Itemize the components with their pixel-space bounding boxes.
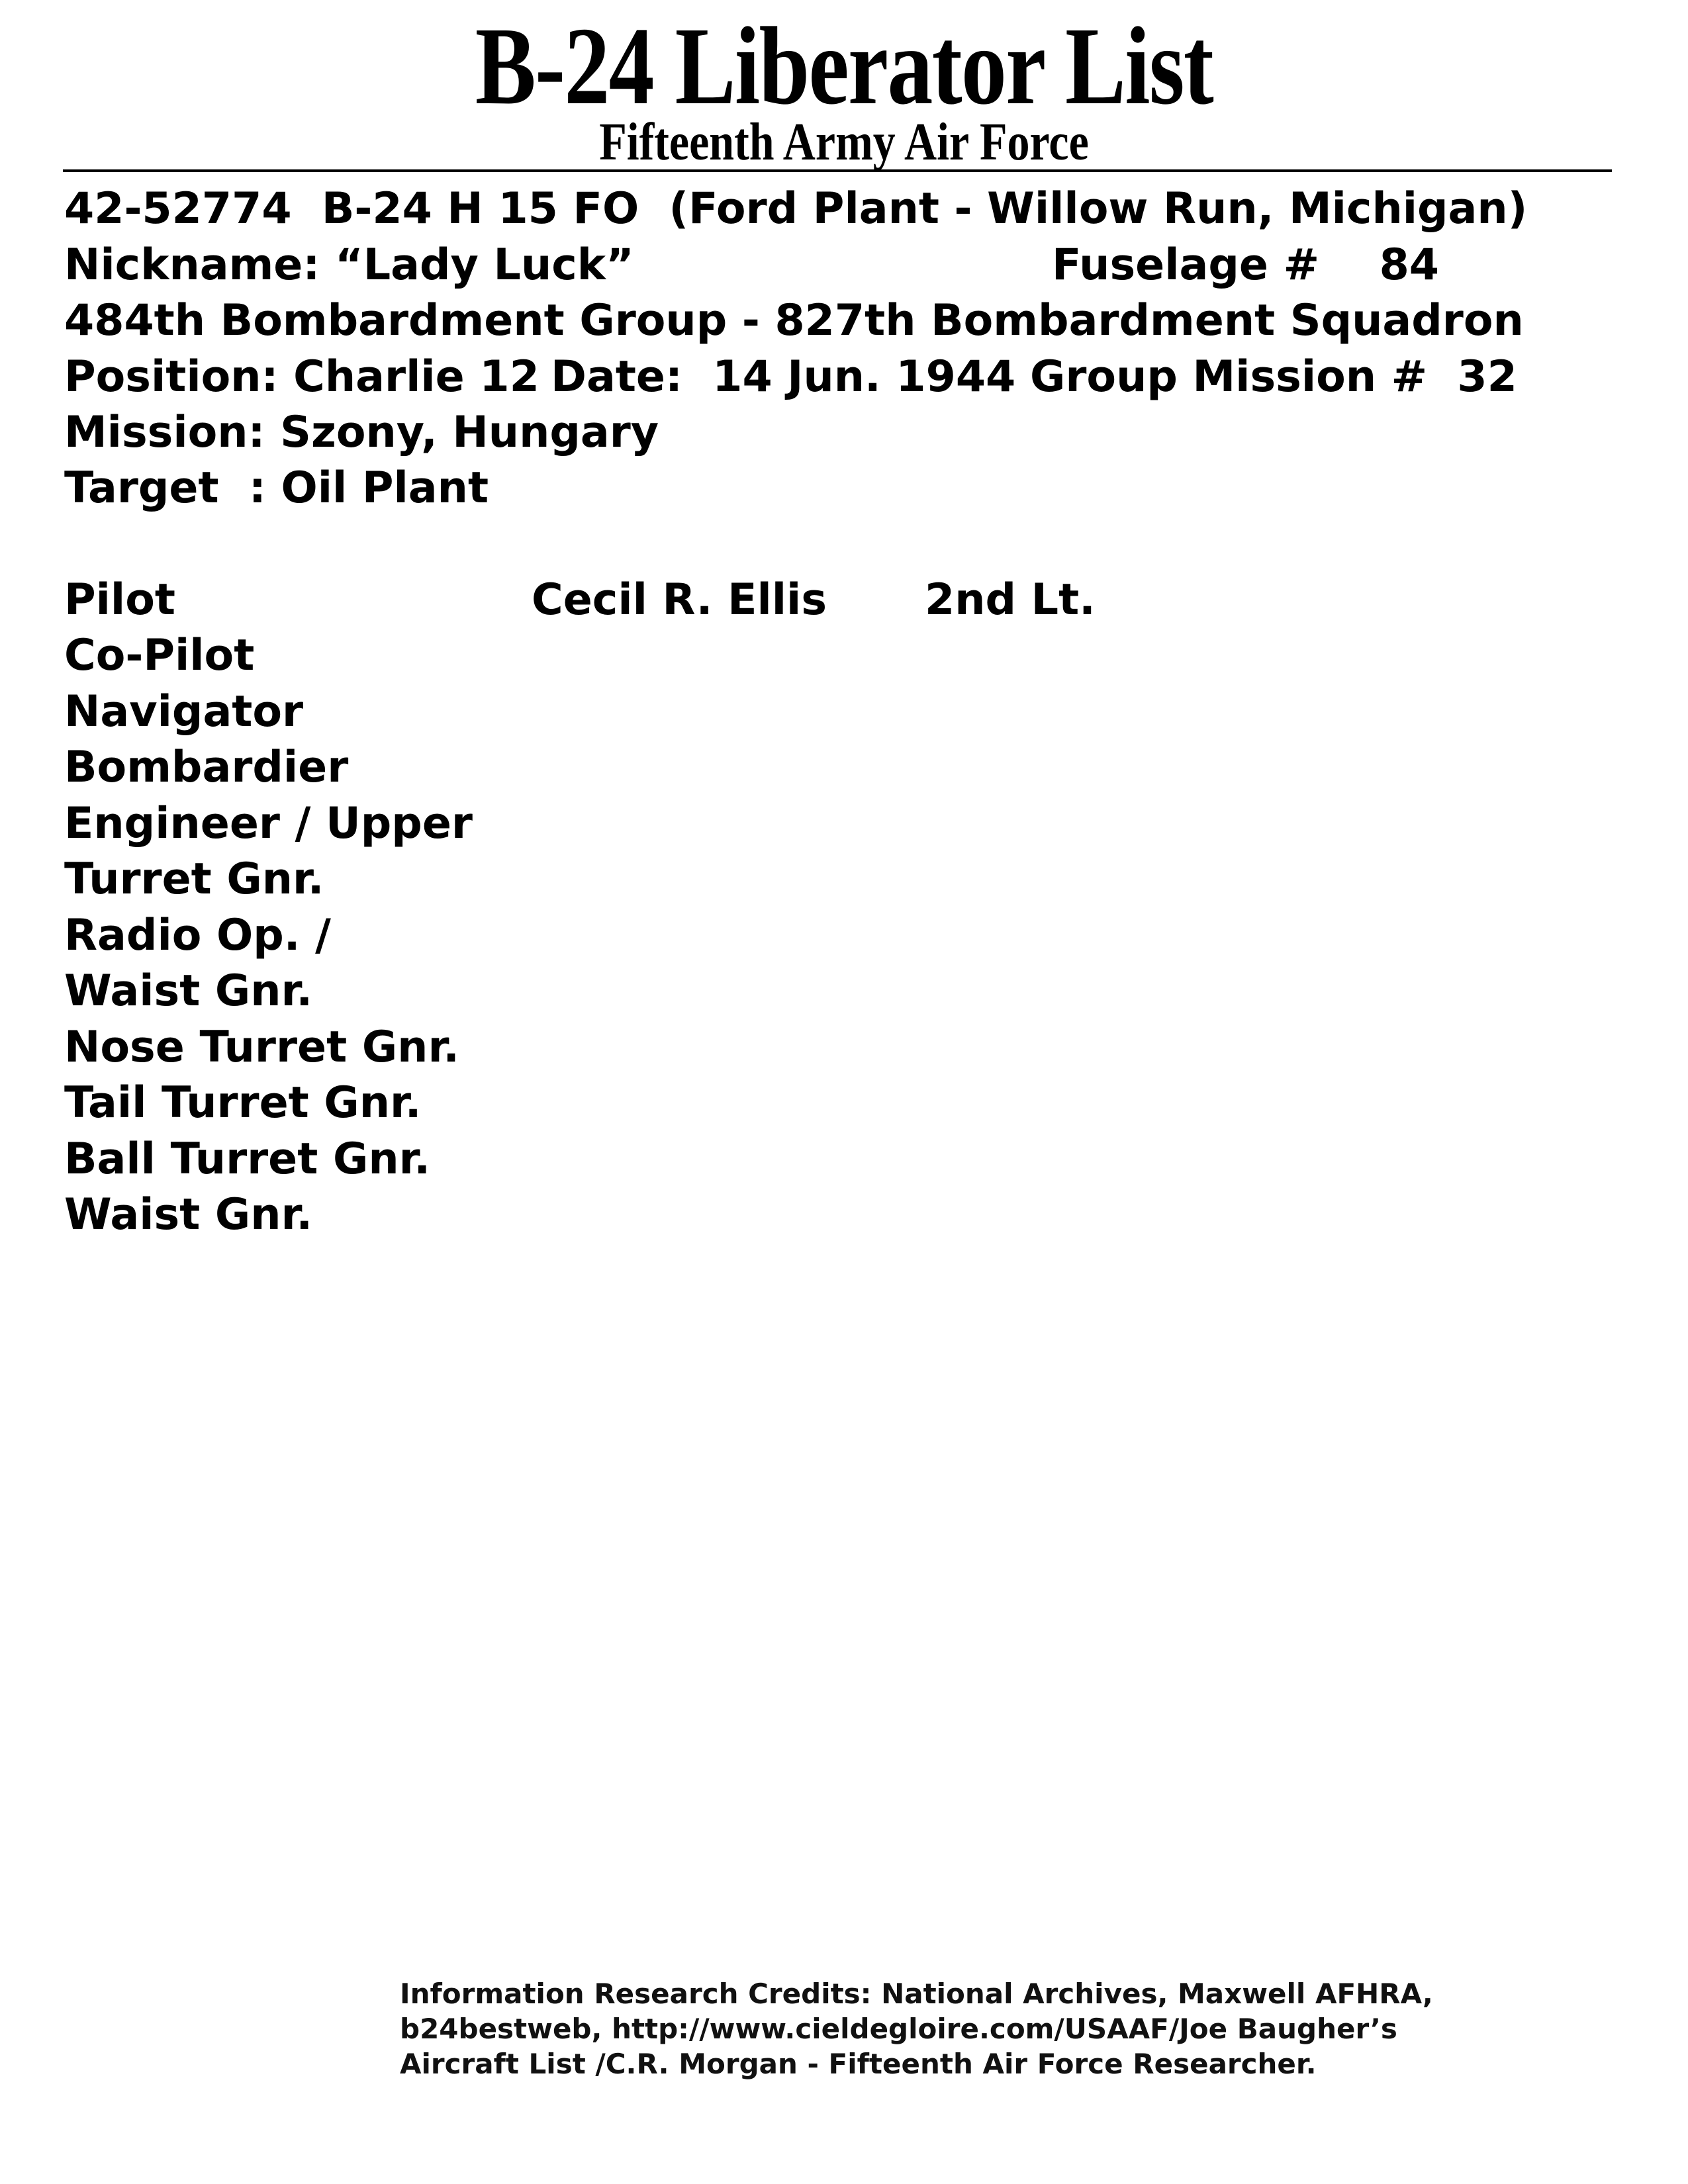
crew-row — [64, 853, 1521, 909]
crew-row — [64, 797, 1521, 854]
crew-row — [64, 909, 1521, 966]
crew-role: Ball Turret Gnr. — [64, 1134, 431, 1184]
credits-line: Information Research Credits: National Archives, Maxwell AFHRA, — [400, 1978, 1433, 2010]
crew-role: Engineer / Upper — [64, 799, 473, 848]
crew-rank: 2nd Lt. — [925, 575, 1096, 625]
crew-row — [64, 574, 1521, 630]
crew-role: Waist Gnr. — [64, 1190, 313, 1240]
crew-role: Co-Pilot — [64, 631, 255, 680]
crew-row — [64, 629, 1521, 686]
crew-role: Tail Turret Gnr. — [64, 1078, 422, 1128]
serial-line: 42-52774 B-24 H 15 FO (Ford Plant - Willow Run, Michigan) — [64, 184, 1528, 234]
position: Position: Charlie 12 — [64, 352, 539, 402]
crew-row — [64, 965, 1521, 1021]
crew-row — [64, 741, 1521, 797]
crew-row — [64, 686, 1521, 742]
page-subtitle: Fifteenth Army Air Force — [599, 113, 1089, 171]
mission-date: Date: 14 Jun. 1944 — [551, 352, 1016, 402]
target: Target : Oil Plant — [64, 463, 489, 513]
crew-role: Pilot — [64, 575, 175, 625]
page-title: B-24 Liberator List — [475, 5, 1213, 128]
credits-line: b24bestweb, http://www.cieldegloire.com/USAAF/Joe Baugher’s — [400, 2013, 1397, 2045]
crew-role: Navigator — [64, 687, 304, 737]
crew-role: Waist Gnr. — [64, 966, 313, 1016]
crew-row — [64, 1021, 1521, 1077]
crew-row — [64, 1077, 1521, 1133]
header-divider — [63, 169, 1612, 172]
mission: Mission: Szony, Hungary — [64, 408, 659, 457]
crew-role: Nose Turret Gnr. — [64, 1023, 459, 1072]
nickname: Nickname: “Lady Luck” — [64, 240, 634, 290]
crew-name: Cecil R. Ellis — [532, 575, 827, 625]
group-mission-number: Group Mission # 32 — [1030, 352, 1517, 402]
crew-role: Turret Gnr. — [64, 854, 324, 904]
research-credits — [400, 1976, 1459, 2081]
crew-row — [64, 1189, 1521, 1245]
crew-row — [64, 1133, 1521, 1189]
group-squadron: 484th Bombardment Group - 827th Bombardment Squadron — [64, 296, 1524, 345]
crew-role: Radio Op. / — [64, 911, 331, 960]
credits-line: Aircraft List /C.R. Morgan - Fifteenth Air Force Researcher. — [400, 2048, 1317, 2080]
fuselage-number: Fuselage # 84 — [1052, 240, 1440, 290]
crew-role: Bombardier — [64, 743, 349, 792]
